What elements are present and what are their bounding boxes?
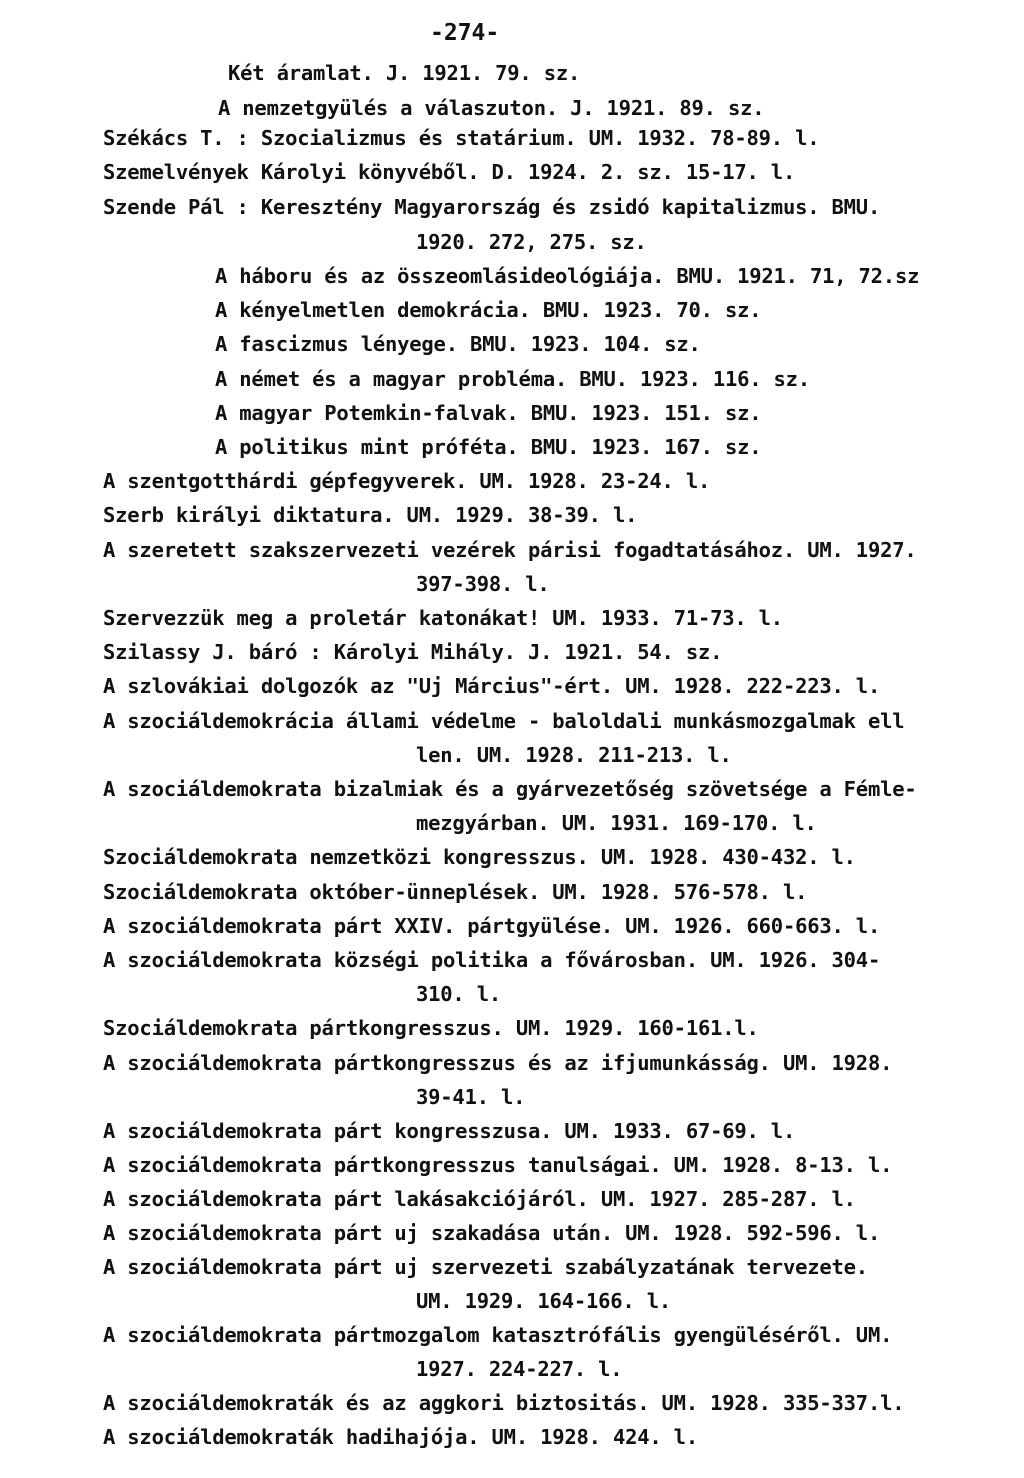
text-line: A politikus mint próféta. BMU. 1923. 167. sz. [215, 435, 762, 459]
text-line: A szociáldemokraták hadihajója. UM. 1928. 424. l. [103, 1425, 698, 1449]
text-line: 1920. 272, 275. sz. [416, 230, 647, 254]
text-line: Szociáldemokrata pártkongresszus. UM. 1929. 160-161.l. [103, 1016, 759, 1040]
text-line: A szociáldemokrata községi politika a fővárosban. UM. 1926. 304- [103, 948, 881, 972]
text-line: A szociáldemokrata pártkongresszus tanulságai. UM. 1928. 8-13. l. [103, 1153, 893, 1177]
text-line: A szentgotthárdi gépfegyverek. UM. 1928. 23-24. l. [103, 469, 711, 493]
text-line: A szeretett szakszervezeti vezérek párisi fogadtatásához. UM. 1927. [103, 538, 917, 562]
text-line: 310. l. [416, 982, 501, 1006]
text-line: UM. 1929. 164-166. l. [416, 1289, 671, 1313]
text-line: Szociáldemokrata nemzetközi kongresszus. UM. 1928. 430-432. l. [103, 845, 856, 869]
text-line: A szociáldemokrata bizalmiak és a gyárvezetőség szövetsége a Fémle- [103, 777, 917, 801]
text-line: A szociáldemokrata pártkongresszus és az ifjumunkásság. UM. 1928. [103, 1051, 893, 1075]
text-line: A magyar Potemkin-falvak. BMU. 1923. 151. sz. [215, 401, 762, 425]
text-line: len. UM. 1928. 211-213. l. [416, 743, 732, 767]
text-line: Szemelvények Károlyi könyvéből. D. 1924. 2. sz. 15-17. l. [103, 160, 796, 184]
text-line: 39-41. l. [416, 1085, 526, 1109]
text-line: A nemzetgyülés a válaszuton. J. 1921. 89. sz. [218, 96, 765, 120]
text-line: Szociáldemokrata október-ünneplések. UM. 1928. 576-578. l. [103, 880, 808, 904]
text-line: A fascizmus lényege. BMU. 1923. 104. sz. [215, 332, 701, 356]
text-line: A szociáldemokrata párt uj szervezeti szabályzatának tervezete. [103, 1255, 868, 1279]
text-line: A háboru és az összeomlásideológiája. BMU. 1921. 71, 72.sz [215, 264, 920, 288]
text-line: A szlovákiai dolgozók az "Uj Március"-ért. UM. 1928. 222-223. l. [103, 674, 881, 698]
text-line: Szilassy J. báró : Károlyi Mihály. J. 1921. 54. sz. [103, 640, 723, 664]
text-line: Szervezzük meg a proletár katonákat! UM. 1933. 71-73. l. [103, 606, 783, 630]
text-line: Szerb királyi diktatura. UM. 1929. 38-39. l. [103, 503, 638, 527]
text-line: 1927. 224-227. l. [416, 1357, 623, 1381]
text-line: A szociáldemokrata párt uj szakadása után. UM. 1928. 592-596. l. [103, 1221, 881, 1245]
text-line: A szociáldemokraták és az aggkori biztositás. UM. 1928. 335-337.l. [103, 1391, 905, 1415]
text-line: 397-398. l. [416, 572, 550, 596]
text-line: Székács T. : Szocializmus és statárium. UM. 1932. 78-89. l. [103, 126, 820, 150]
text-line: A szociáldemokrácia állami védelme - baloldali munkásmozgalmak ell [103, 709, 905, 733]
text-line: A szociáldemokrata pártmozgalom katasztrófális gyengüléséről. UM. [103, 1323, 893, 1347]
text-line: Két áramlat. J. 1921. 79. sz. [228, 61, 581, 85]
text-line: A szociáldemokrata párt kongresszusa. UM. 1933. 67-69. l. [103, 1119, 796, 1143]
text-line: A szociáldemokrata párt lakásakciójáról. UM. 1927. 285-287. l. [103, 1187, 856, 1211]
page-number: -274- [430, 20, 500, 46]
text-line: Szende Pál : Keresztény Magyarország és zsidó kapitalizmus. BMU. [103, 195, 881, 219]
text-line: mezgyárban. UM. 1931. 169-170. l. [416, 811, 817, 835]
text-line: A kényelmetlen demokrácia. BMU. 1923. 70. sz. [215, 298, 762, 322]
text-line: A német és a magyar probléma. BMU. 1923. 116. sz. [215, 367, 810, 391]
text-line: A szociáldemokrata párt XXIV. pártgyülése. UM. 1926. 660-663. l. [103, 914, 881, 938]
